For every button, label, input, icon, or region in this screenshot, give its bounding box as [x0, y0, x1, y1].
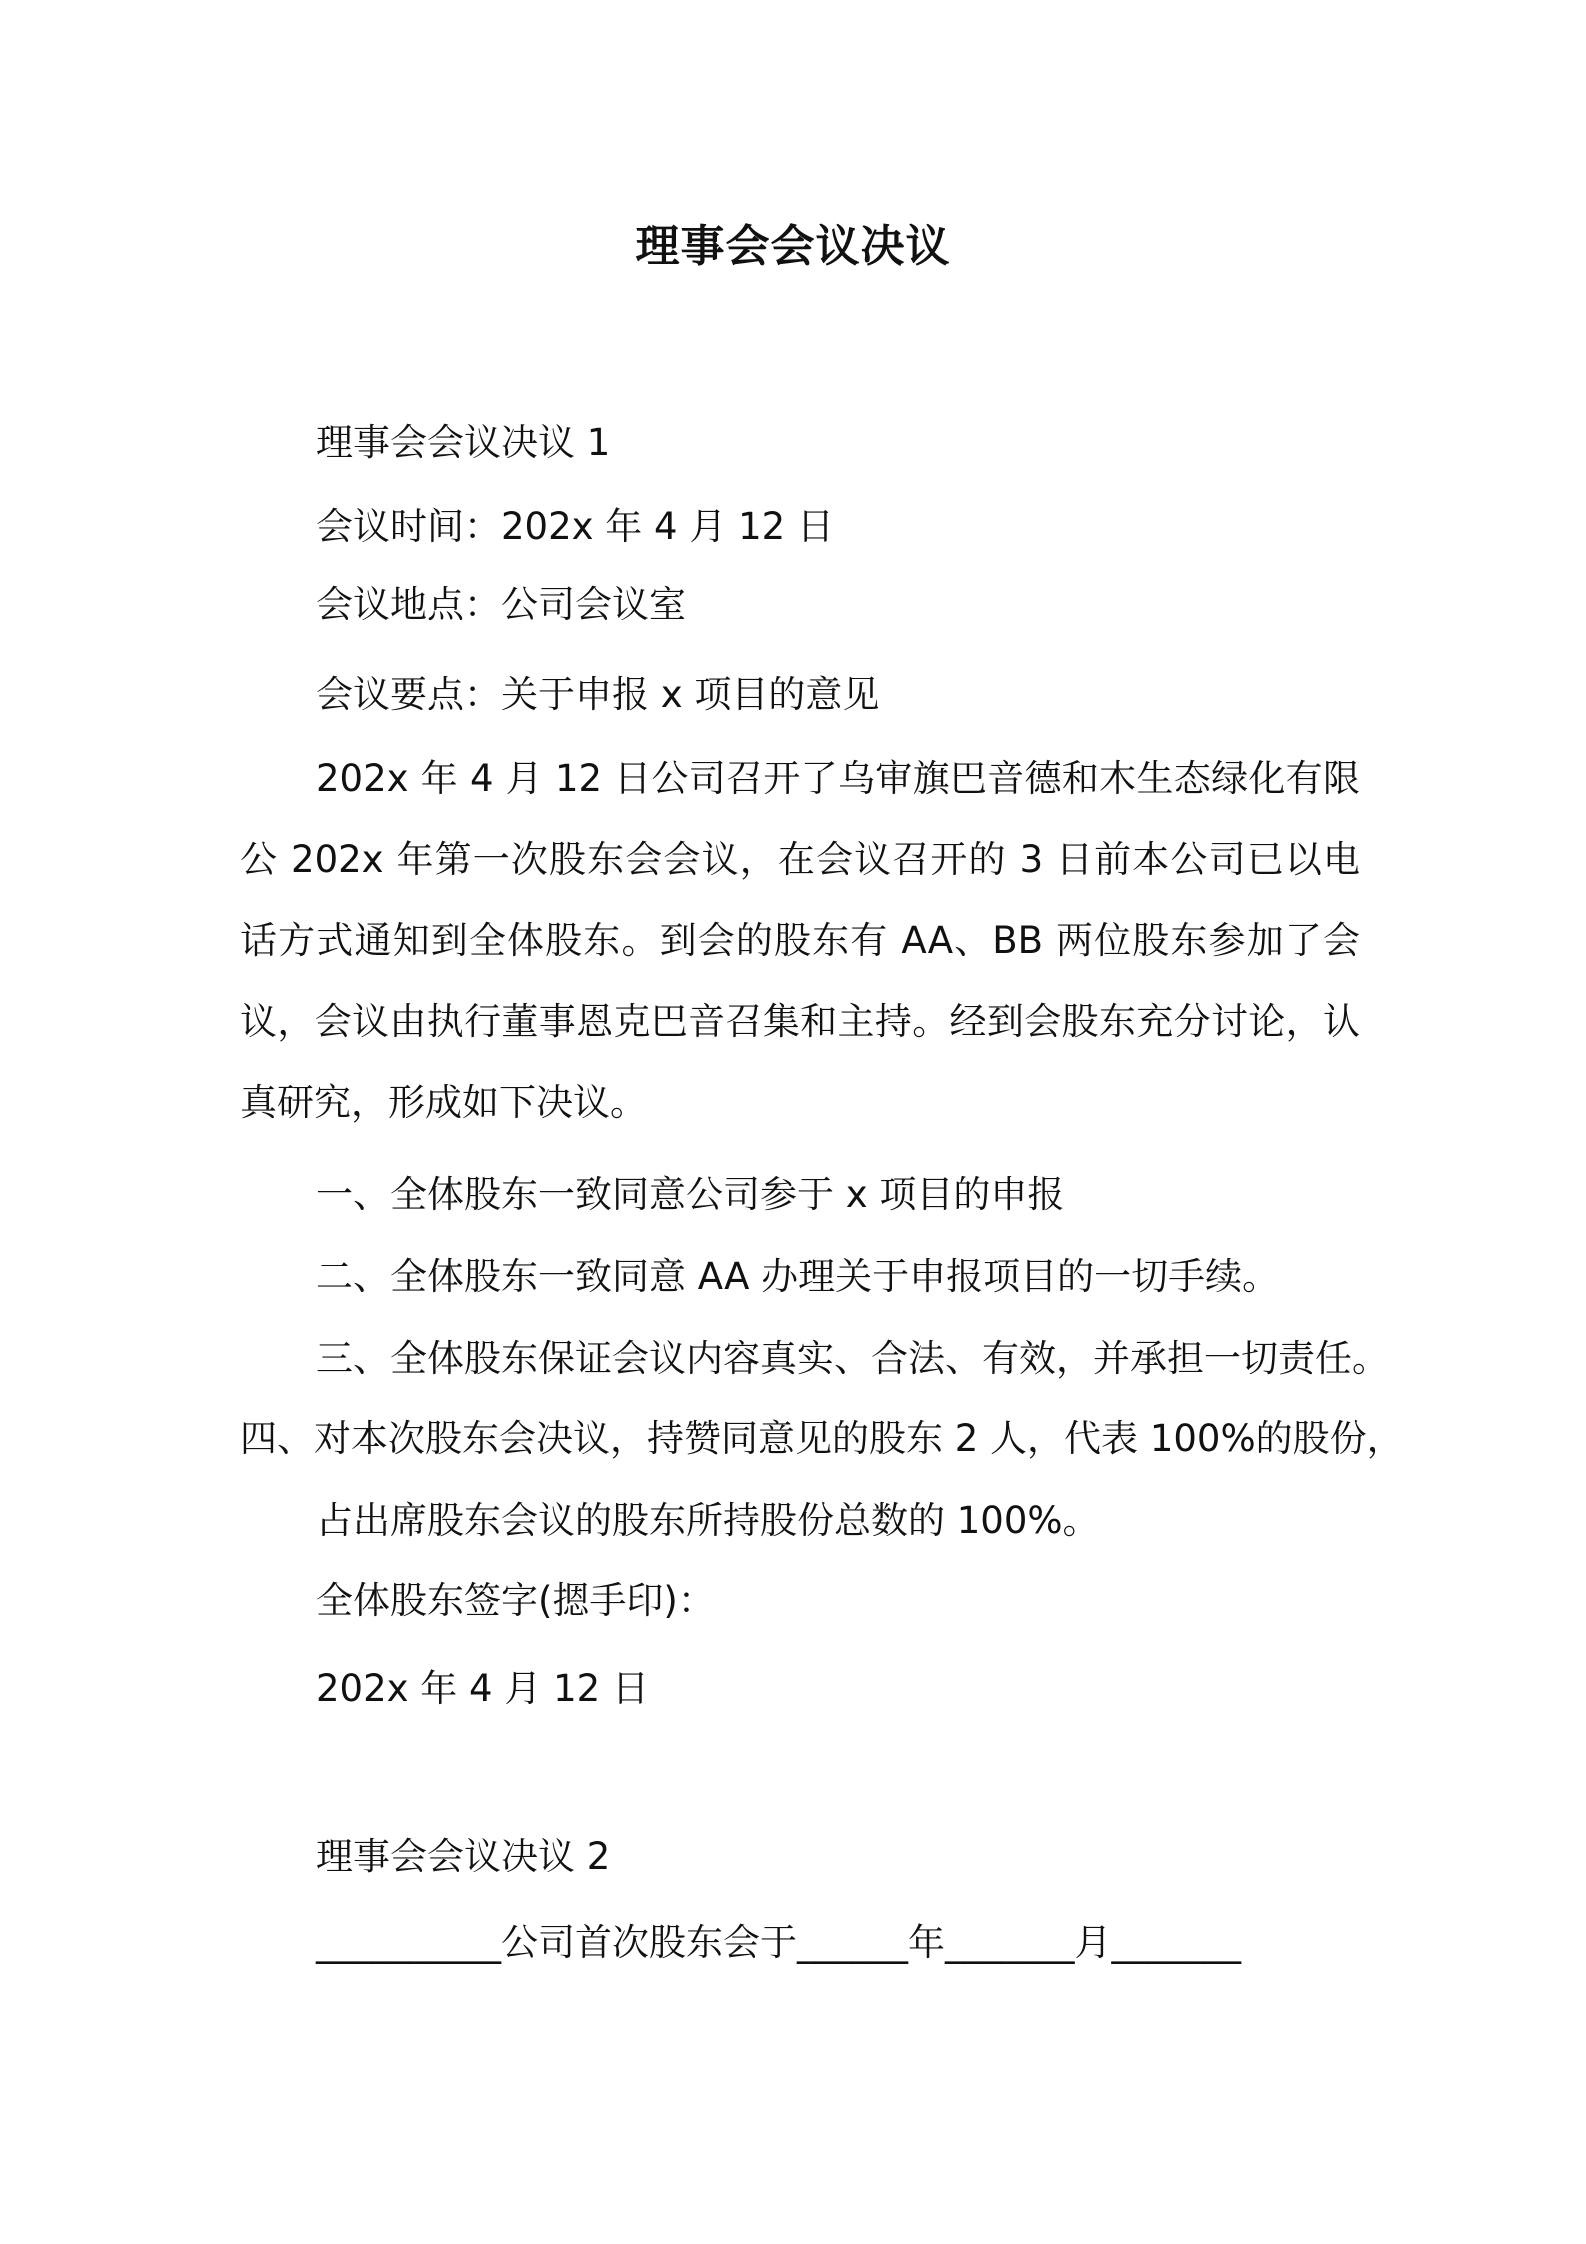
section2-heading: 理事会会议决议 2 [316, 1835, 611, 1878]
resolution-item-2: 二、全体股东一致同意 AA 办理关于申报项目的一切手续。 [316, 1255, 1280, 1298]
meeting-points: 会议要点：关于申报 x 项目的意见 [316, 673, 880, 716]
section2-first-line: __________公司首次股东会于______年_______月_______ [316, 1921, 1241, 1964]
resolution-item-4: 四、对本次股东会决议，持赞同意见的股东 2 人，代表 100%的股份， [240, 1417, 1404, 1460]
section1-heading: 理事会会议决议 1 [316, 421, 611, 464]
meeting-body-paragraph: 202x 年 4 月 12 日公司召开了乌审旗巴音德和木生态绿化有限公 202x 年第一次股东会会议，在会议召开的 3 日前本公司已以电话方式通知到全体股东。到会的股东有 AA、BB 两位股东参加了会议，会议由执行董事恩克巴音召集和主持。经到会股东充分讨论，认真研究，形成如下决议。 [240, 757, 1360, 1124]
resolution-item-1: 一、全体股东一致同意公司参于 x 项目的申报 [316, 1173, 1065, 1216]
resolution-item-3: 三、全体股东保证会议内容真实、合法、有效，并承担一切责任。 [316, 1337, 1389, 1380]
signature-line: 全体股东签字(摁手印)： [316, 1579, 715, 1622]
meeting-place: 会议地点：公司会议室 [316, 583, 686, 626]
meeting-time: 会议时间：202x 年 4 月 12 日 [316, 505, 834, 548]
resolution-item-4-continued: 占出席股东会议的股东所持股份总数的 100%。 [316, 1499, 1100, 1542]
resolution-date: 202x 年 4 月 12 日 [316, 1667, 649, 1710]
document-title: 理事会会议决议 [635, 221, 951, 272]
